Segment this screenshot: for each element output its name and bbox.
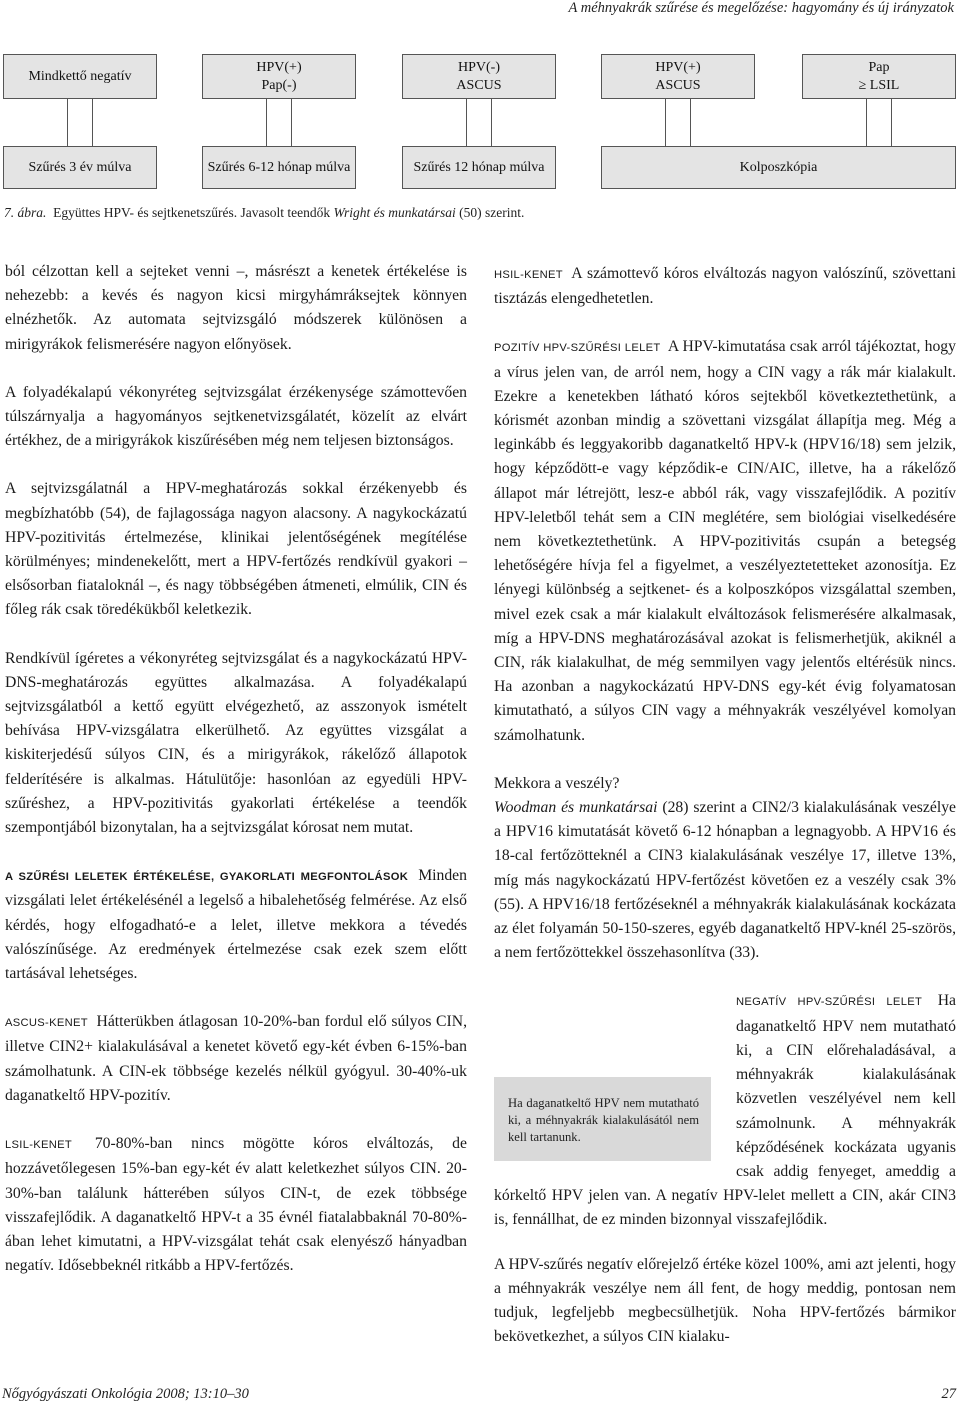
paragraph: [5, 1010, 467, 1108]
section-heading: ASCUS-KENET: [5, 1017, 88, 1030]
flow-box-hpv-pos-pap-neg: [202, 54, 356, 99]
callout-box: Ha daganatkeltő HPV nem mutatható ki, a méhnyakrák kialakulásától nem kell tartanunk.: [494, 1077, 711, 1161]
section-heading: POZITÍV HPV-SZŰRÉSI LELET: [494, 342, 661, 355]
paragraph-text: Minden vizsgálati lelet értékelésénél a legelső a hibalehetőség felmérése. Az első kérdés, hogy elfogadható-e a lelet, illetve mekkora a tévedés valószínűsége. Az eredmények értelmezése csak ezek szem előtt tartásával lehetséges.: [5, 867, 467, 983]
flow-box-screening-6-12m: [202, 146, 356, 189]
flow-box-text: ASCUS: [655, 77, 701, 93]
figure-number: 7. ábra.: [4, 205, 47, 220]
caption-ref: (50) szerint.: [459, 205, 525, 220]
paragraph: Rendkívül ígéretes a vékonyréteg sejtvizsgálat és a nagykockázatú HPV-DNS-meghatározás együttes alkalmazása. A folyadékalapú sejtvizsgálatból a kettő együtt elvégezhető, az asszonyok ismételt behívása HPV-vizsgálatra elkerülhető. Az együttes vizsgálat a kiskiterjedésű súlyos CIN, és a mirigyrákok, rákelőző állapotok felderítésére is alkalmas. Hátulütője: hasonlóan az egyedüli HPV-szűréshez, a HPV-pozitivitás gyakorlati értékelése a teendők szempontjából bizonytalan, ha a sejtvizsgálat kórosat nem mutat.: [5, 649, 467, 837]
flow-box-hpv-pos-ascus: [601, 54, 755, 99]
paragraph: A HPV-szűrés negatív előrejelző értéke közel 100%, ami azt jelenti, hogy a méhnyakrák veszélye nem áll fent, de hogy meddig, pontosan nem tudjuk, legfeljebb megbecsülhetjük. Noha HPV-fertőzés bármikor bekövetkezhet, a súlyos CIN kialaku-: [494, 1255, 956, 1346]
flow-box-text: Szűrés 12 hónap múlva: [413, 159, 545, 175]
flow-box-colposcopy: [601, 146, 956, 189]
subheading: Mekkora a veszély?: [494, 774, 620, 792]
flow-box-hpv-neg-ascus: [402, 54, 556, 99]
right-column: [494, 262, 956, 1349]
section-heading: LSIL-KENET: [5, 1139, 73, 1152]
paragraph: A sejtvizsgálatnál a HPV-meghatározás sokkal érzékenyebb és megbízhatóbb (54), de fajlagossága nagyon alacsony. A nagykockázatú HPV-pozitivitás értelmezése, klinikai jelentőségének megítélése körülményes; mindenekelőtt, mert a HPV-fertőzés rendkívül gyakori – elsősorban fiataloknál –, és nagy többségében átmeneti, elmúlik, CIN és főleg rák csak töredékükből keletkezik.: [5, 480, 467, 619]
paragraph: [494, 335, 956, 747]
flow-box-both-negative: [3, 54, 157, 99]
section-heading: HSIL-KENET: [494, 269, 563, 281]
running-head: A méhnyakrák szűrése és megelőzése: hagyomány és új irányzatok: [568, 0, 954, 16]
flow-box-text: HPV(+): [256, 59, 302, 75]
paragraph: ból célzottan kell a sejteket venni –, másrészt a kenetek értékelése is nehezebb: a kevés és nagyon kicsi mirgyhámráksejtek könnyen elnézhetők. Az automata sejtvizsgáló módszerek különösen a mirigyrákok felismerésére nagyon előnyösek.: [5, 263, 467, 353]
flow-box-text: Mindkettő negatív: [28, 68, 132, 84]
paragraph-text: (28) szerint a CIN2/3 kialakulásának veszélye a HPV16 kimutatását követő 6-12 hónapban a legnagyobb. A HPV16 és 18-cal fertőzötteknél a CIN3 kialakulásának veszélye 17, illetve 13%, míg más nagykockázatú HPV-fertőzést követően ez a veszély csak 3% (55). A HPV16/18 fertőzéseknél a méhnyakrák kialakulásának kockázata az élet folyamán 50-150-szeres, egyéb daganatkeltő HPV-knél 25-szörös, a nem fertőzöttekkel összehasonlítva (33).: [494, 799, 956, 962]
flow-box-screening-12m: [402, 146, 556, 189]
paragraph: [5, 1132, 467, 1278]
paragraph-text: A számottevő kóros elváltozás nagyon valószínű, szövettani tisztázás elengedhetetlen.: [494, 265, 956, 308]
caption-authors: Wright és munkatársai: [333, 205, 456, 220]
authors: Woodman és munkatársai: [494, 799, 658, 817]
paragraph-text: Hátterükben átlagosan 10-20%-ban fordul elő súlyos CIN, illetve CIN2+ kialakulásával a kenetet követő egy-két évben 6-15%-ban számolhatunk. A CIN-ek többsége kezelés nélkül gyógyul. 30-40%-uk daganatkeltő HPV-pozitív.: [5, 1013, 467, 1104]
flow-connector: [466, 99, 492, 146]
flow-connector: [665, 99, 691, 146]
paragraph-text: Ha daganatkeltő HPV nem mutatható ki, a CIN előrehaladásával, a méhnyakrák kialakulásának közvetlen veszélyével nem kell számolnunk. A méhnyakrák képződésének kockázata ugyanis csak addig fenyeget, ameddig a kórkeltő HPV jelen van. A negatív HPV-lelet mellett a CIN, akár CIN3 is, fennállhat, de ez minden bizonnyal visszafejlődik.: [494, 992, 956, 1229]
paragraph: [5, 864, 467, 986]
paragraph-with-callout: [494, 989, 956, 1232]
paragraph: [494, 262, 956, 311]
journal-footer: Nőgyógyászati Onkológia 2008; 13:10–30: [2, 1386, 249, 1402]
paragraph: A folyadékalapú vékonyréteg sejtvizsgálat érzékenysége számottevően túlszárnyalja a hagyományos sejtkenetvizsgálatét, közelít az elvárt értékhez, de a mirigyrákok kiszűrésében még nem teljesen biztonságos.: [5, 383, 467, 450]
flow-box-text: Pap(-): [261, 77, 297, 93]
flow-box-pap-lsil: [802, 54, 956, 99]
flow-box-screening-3y: [3, 146, 157, 189]
flow-box-text: Szűrés 3 év múlva: [28, 159, 132, 175]
flow-connector: [67, 99, 93, 146]
flow-connector: [866, 99, 892, 146]
section-heading: A SZŰRÉSI LELETEK ÉRTÉKELÉSE, GYAKORLATI MEGFONTOLÁSOK: [5, 871, 409, 884]
flow-box-text: Kolposzkópia: [739, 159, 818, 175]
left-column: [5, 260, 467, 1278]
flow-box-text: ASCUS: [456, 77, 502, 93]
flow-box-text: Pap: [868, 59, 890, 75]
flow-box-text: HPV(+): [655, 59, 701, 75]
flow-connector: [266, 99, 292, 146]
paragraph-text: 70-80%-ban nincs mögötte kóros elváltozás, de hozzávetőlegesen 15%-ban egy-két év alatt keletkezhet súlyos CIN. 20-30%-ban találunk hátterében súlyos CIN-t, de ezek többsége visszafejlődik. A daganatkeltő HPV-t a 35 évnél fiatalabbaknál 70-80%-ában lehet kimutatni, a HPV-vizsgálat tehát csak elenyésző hányadban negatív. Idősebbeknél ritkább a HPV-fertőzés.: [5, 1135, 467, 1275]
caption-text: Együttes HPV- és sejtkenetszűrés. Javasolt teendők: [53, 205, 331, 220]
figure-caption: [4, 205, 524, 221]
flow-box-text: ≥ LSIL: [858, 77, 900, 93]
page-number: 27: [941, 1386, 956, 1402]
paragraph-text: A HPV-kimutatása csak arról tájékoztat, hogy a vírus jelen van, de arról nem, hogy a CIN vagy a rák már kialakult. Ezekre a kenetekben látható kóros sejtekből következtethetünk, a kórismét azonban mindig a szövettani vizsgálat állapítja meg. Még a leginkább és leggyakoribb daganatkeltő HPV-k (HPV16/18) sem jelzik, hogy képződött-e vagy képződik-e CIN/AIC, illetve, ha a rákelőző állapot már létrejött, lesz-e abból rák, vagy visszafejlődik. A pozitív HPV-leletből tehát sem a CIN meglétére, sem biológiai viselkedésére nem következtethetünk. A HPV-pozitivitás csupán a betegség lehetőségére hívja fel a figyelmet, a veszélyeztetetteket azonosítja. Ez lényegi különbség a sejtkenet- és a kolposzkópos vizsgálattal szemben, mivel ezek csak a már kialakult elváltozások felismerésére alkalmasak, míg a HPV-DNS meghatározásával azokat is felismerhetjük, akiknél a CIN, rák kialakulhat, de még semmilyen vagy jelentős eltérésük nincs. Ha azonban a nagykockázatú HPV-DNS egy-két évig folyamatosan kimutatható, a súlyos CIN vagy a méhnyakrák veszélyével komolyan számolhatunk.: [494, 338, 956, 744]
paragraph: [494, 796, 956, 965]
section-heading: NEGATÍV HPV-SZŰRÉSI LELET: [736, 996, 923, 1009]
flow-box-text: HPV(-): [458, 59, 500, 75]
flow-box-text: Szűrés 6-12 hónap múlva: [207, 159, 351, 175]
